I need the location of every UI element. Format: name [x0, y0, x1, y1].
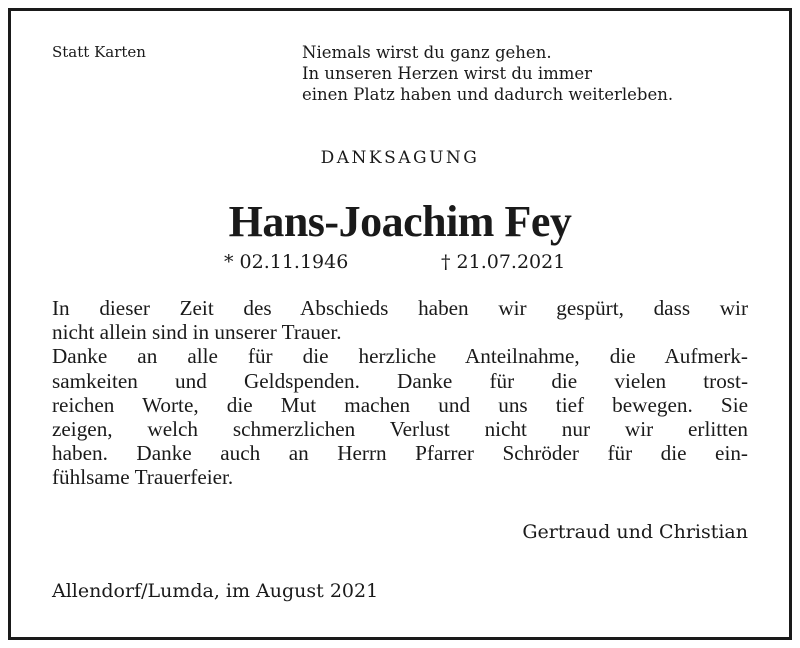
text-line: In dieser Zeit des Abschieds haben wir gespürt, dass wir	[52, 296, 748, 320]
text-line: reichen Worte, die Mut machen und uns tief bewegen. Sie	[52, 392, 748, 417]
text-line: samkeiten und Geldspenden. Danke für die vielen trost-	[52, 368, 748, 393]
signature: Gertraud und Christian	[522, 521, 748, 543]
text-line: fühlsame Trauerfeier.	[52, 465, 234, 490]
text-line: haben. Danke auch an Herrn Pfarrer Schröder für die ein-	[52, 441, 748, 466]
birth-date: * 02.11.1946	[224, 251, 349, 273]
text-line: zeigen, welch schmerzlichen Verlust nicht nur wir erlitten	[52, 417, 748, 442]
notice-heading: DANKSAGUNG	[320, 148, 480, 168]
death-date: † 21.07.2021	[441, 251, 566, 273]
verse-line: Niemals wirst du ganz gehen.	[302, 43, 552, 62]
thank-you-text	[52, 296, 748, 490]
place-and-date: Allendorf/Lumda, im August 2021	[52, 580, 379, 602]
deceased-name: Hans-Joachim Fey	[228, 197, 572, 246]
memorial-verse	[302, 42, 673, 105]
paragraph-1	[52, 296, 748, 344]
text-line: nicht allein sind in unserer Trauer.	[52, 320, 342, 345]
verse-line: einen Platz haben und dadurch weiterleben.	[302, 85, 674, 104]
statt-karten-label: Statt Karten	[52, 43, 146, 61]
text-line: Danke an alle für die herzliche Anteilnahme, die Aufmerk-	[52, 344, 748, 369]
verse-line: In unseren Herzen wirst du immer	[302, 64, 593, 83]
paragraph-2	[52, 344, 748, 489]
